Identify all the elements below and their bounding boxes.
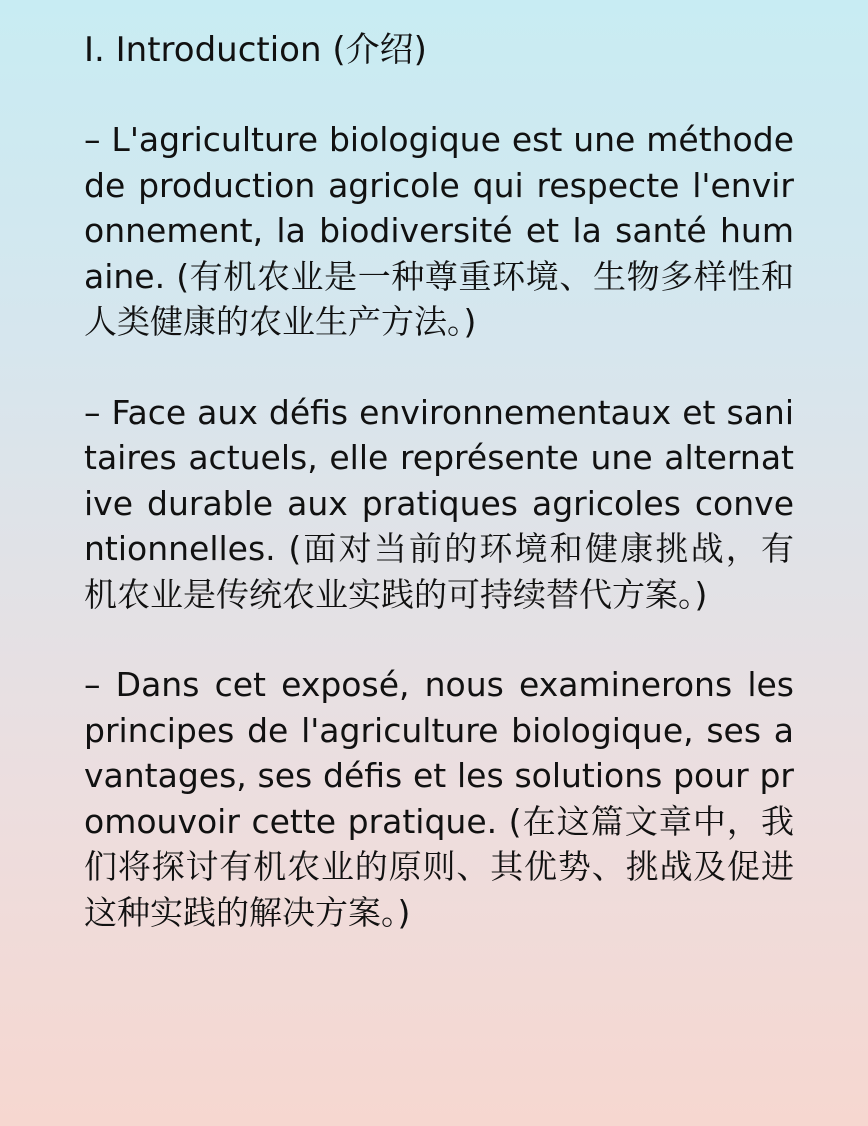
paragraph-sustainable-alternative: – Face aux défis environnementaux et sanitaires actuels, elle représente une alternative durable aux pratiques agricoles conventionnelles. (面对当前的环境和健康挑战，有机农业是传统农业实践的可持续替代方案。) xyxy=(84,392,794,614)
section-heading: I. Introduction (介绍) xyxy=(84,30,427,70)
paragraph-organic-definition: – L'agriculture biologique est une méthode de production agricole qui respecte l'environnement, la biodiversité et la santé humaine. (有机农业是一种尊重环境、生物多样性和人类健康的农业生产方法。) xyxy=(84,120,794,341)
paragraph-presentation-outline: – Dans cet exposé, nous examinerons les principes de l'agriculture biologique, ses avantages, ses défis et les solutions pour promouvoir cette pratique. (在这篇文章中，我们将探讨有机农业的原则、其优势、挑战及促进这种实践的解决方案。) xyxy=(84,665,794,932)
